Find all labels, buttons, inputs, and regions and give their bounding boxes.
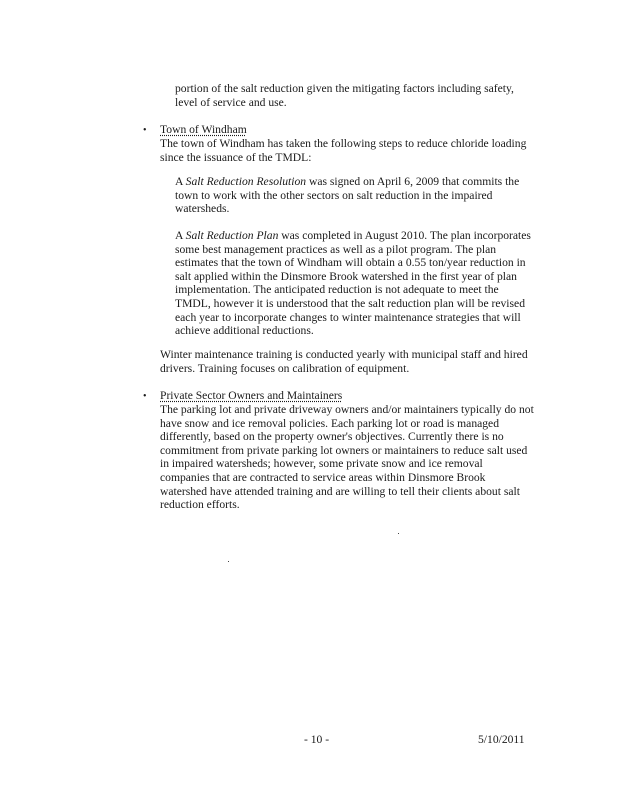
plan-text: was completed in August 2010. The plan incorporates some best management practices as well as a pilot program. The plan estimates that the town of Windham will obtain a 0.55 ton/year reduction in salt applied within the Dinsmore Brook watershed in the first year of plan implementation. The anticipated reduction is not adequate to meet the TMDL, however it is understood that the salt reduction plan will be revised each year to incorporate changes to winter maintenance strategies that will achieve additional reductions. <box>175 229 531 338</box>
resolution-text: was signed on April 6, 2009 that commits the town to work with the other sectors on salt reduction in the impaired watersheds. <box>175 175 520 216</box>
intro-continuation: portion of the salt reduction given the mitigating factors including safety, level of service and use. <box>175 82 514 109</box>
section-heading-windham: Town of Windham <box>160 123 247 136</box>
bullet-windham: • <box>143 125 147 136</box>
winter-training-text: Winter maintenance training is conducted yearly with municipal staff and hired drivers. Training focuses on calibration of equipment. <box>160 348 528 375</box>
bullet-private-sector: • <box>143 391 147 402</box>
footer-date: 5/10/2011 <box>478 733 525 746</box>
section-heading-private-sector: Private Sector Owners and Maintainers <box>160 389 343 402</box>
resolution-prefix: A <box>175 175 186 188</box>
salt-reduction-plan-item <box>175 229 537 338</box>
private-sector-body: The parking lot and private driveway owners and/or maintainers typically do not have snow and ice removal policies. Each parking lot or road is managed differently, based on the property owner's objectives. Currently there is no commitment from private parking lot owners or maintainers to reduce salt used in impaired watersheds; however, some private snow and ice removal companies that are contracted to service areas within Dinsmore Brook watershed have attended training and are willing to tell their clients about salt reduction efforts. <box>160 403 534 512</box>
plan-title: Salt Reduction Plan <box>185 229 279 242</box>
plan-prefix: A <box>175 229 186 242</box>
page-number: - 10 - <box>304 733 330 746</box>
windham-intro: The town of Windham has taken the following steps to reduce chloride loading since the issuance of the TMDL: <box>160 137 527 164</box>
resolution-title: Salt Reduction Resolution <box>185 175 307 188</box>
scan-speck <box>398 533 399 534</box>
scan-speck <box>228 561 229 562</box>
salt-reduction-resolution-item <box>175 175 530 216</box>
